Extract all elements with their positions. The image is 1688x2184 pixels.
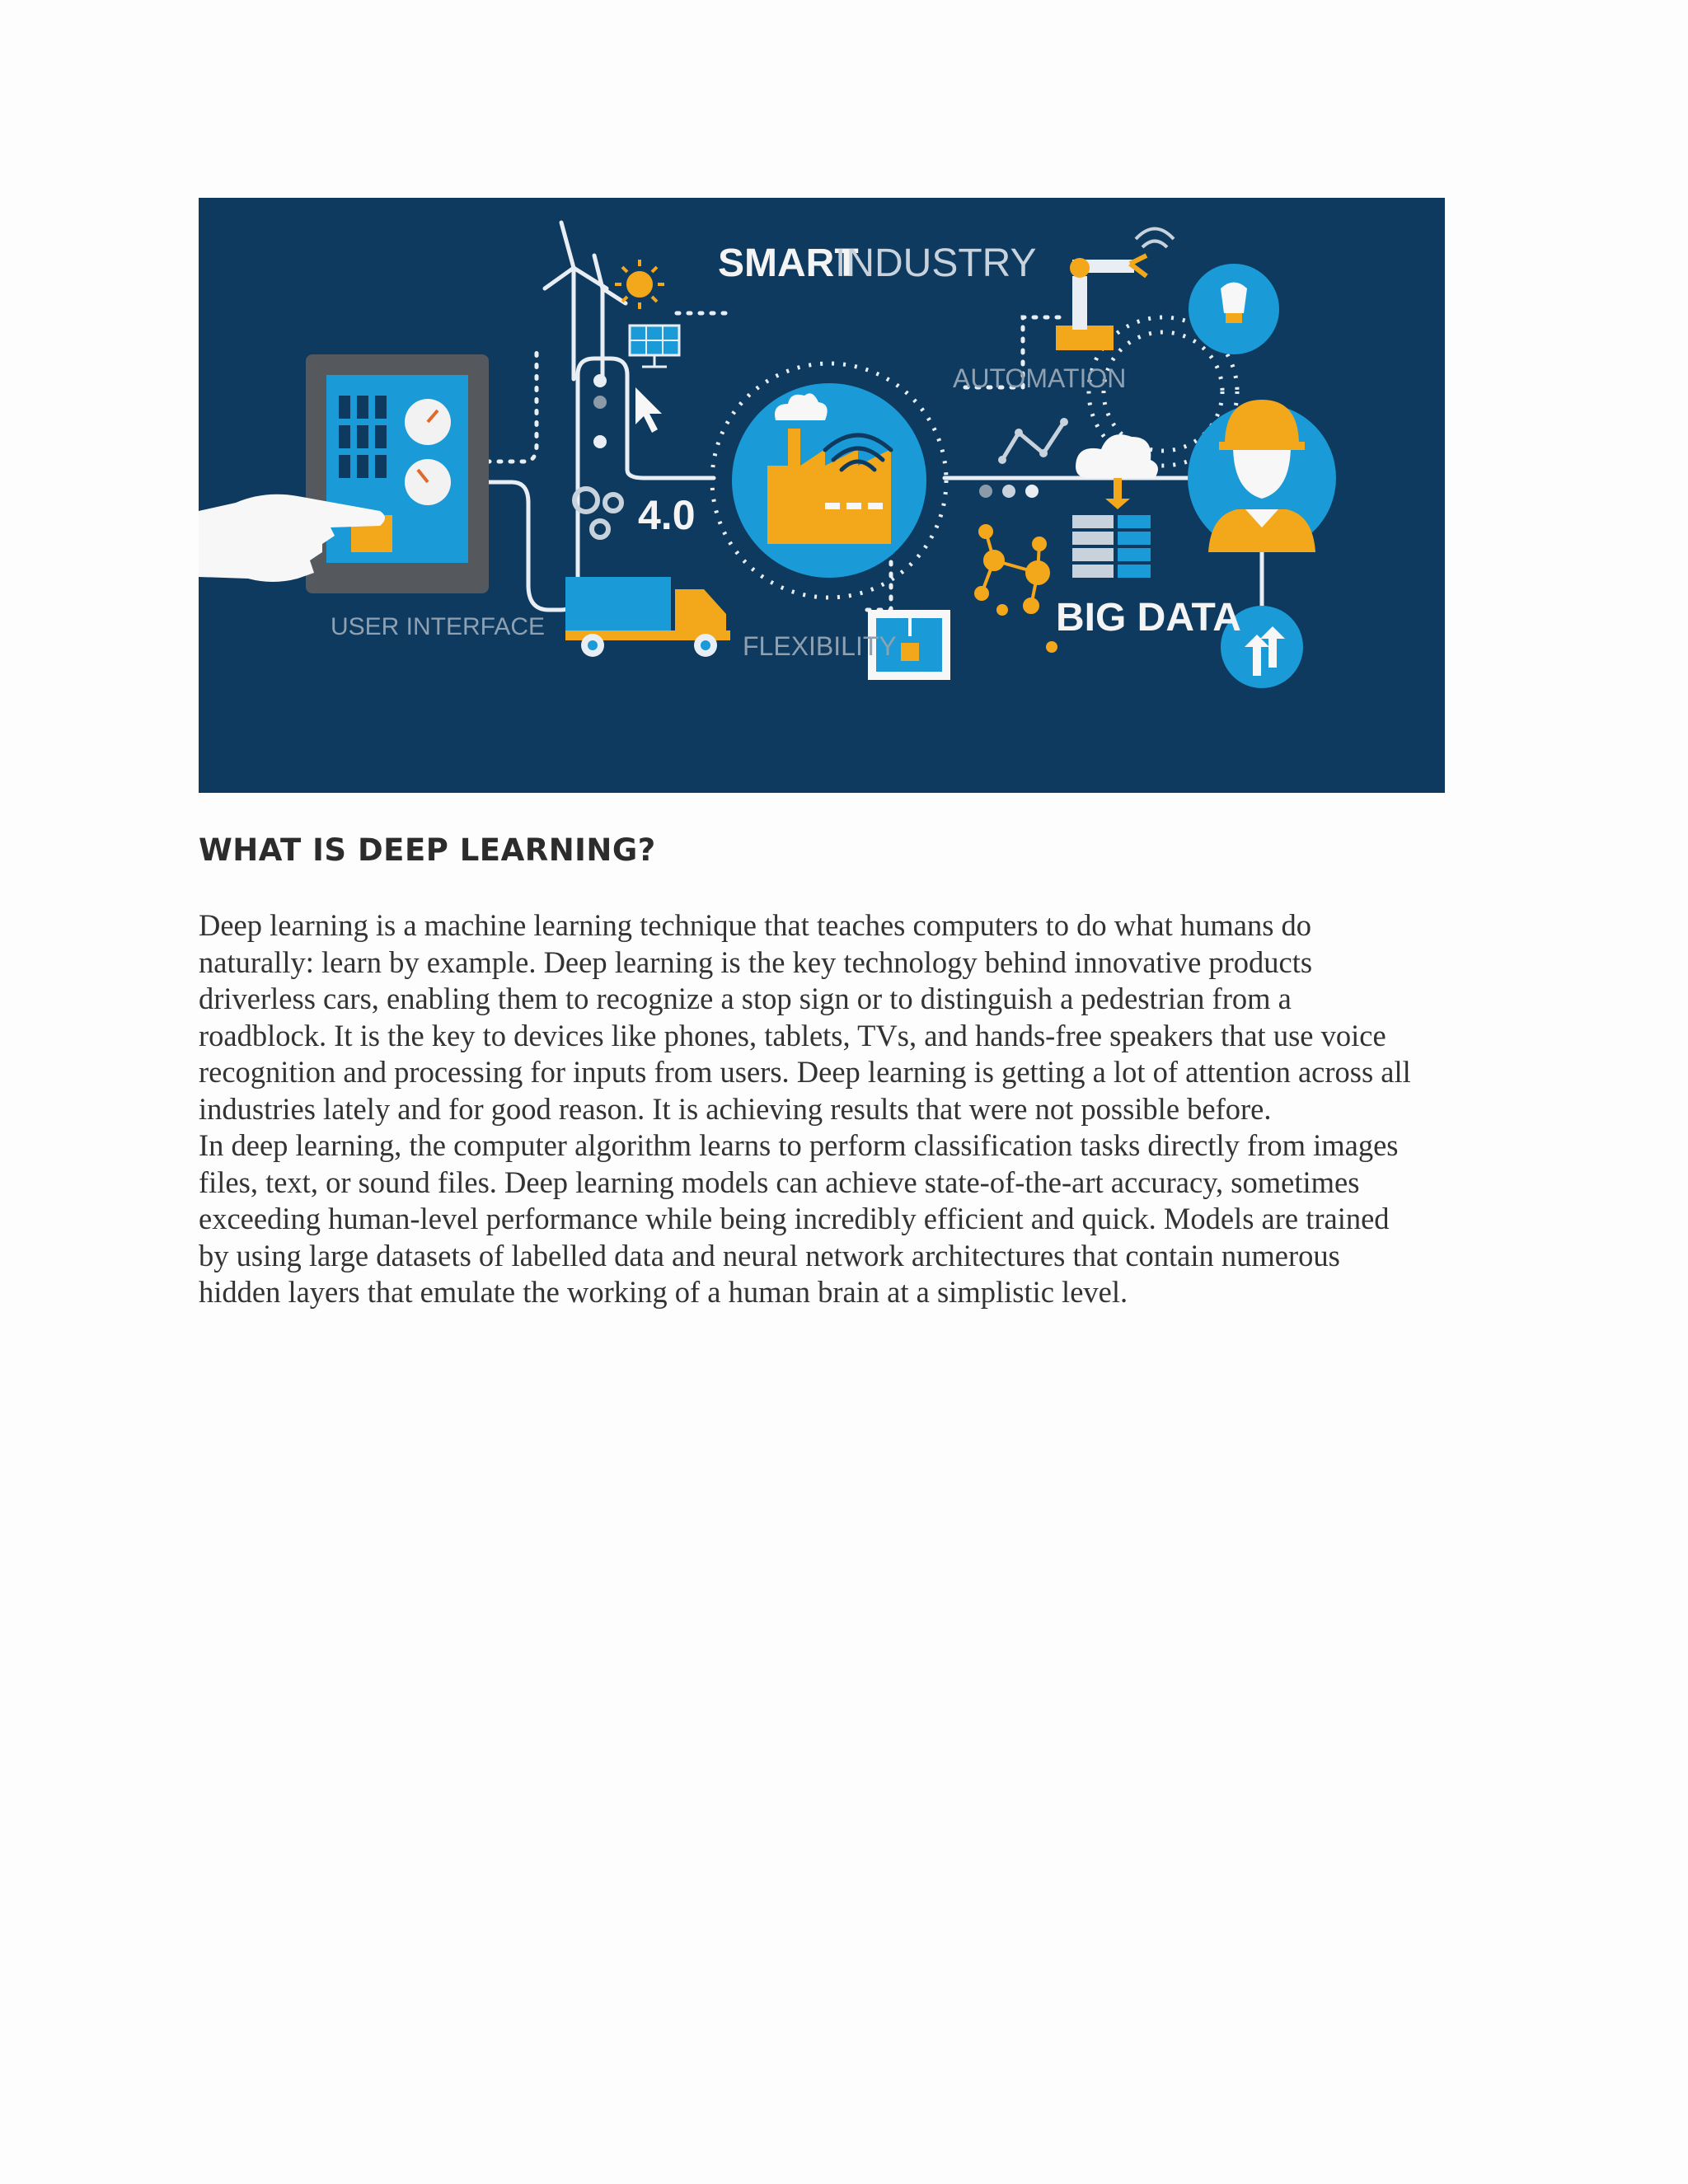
flexibility-label: FLEXIBILITY	[743, 631, 897, 661]
paragraph-line: by using large datasets of labelled data and neural network architectures that contain numerous	[199, 1238, 1340, 1272]
paragraph-line: industries lately and for good reason. It is achieving results that were not possible before.	[199, 1091, 1272, 1126]
paragraph-line: recognition and processing for inputs from users. Deep learning is getting a lot of attention across all	[199, 1055, 1411, 1089]
version-label: 4.0	[638, 492, 696, 538]
industry-label: INDUSTRY	[835, 241, 1037, 285]
paragraph-line: naturally: learn by example. Deep learning is the key technology behind innovative products	[199, 944, 1313, 979]
paragraph-line: driverless cars, enabling them to recognize a stop sign or to distinguish a pedestrian from a	[199, 982, 1292, 1015]
body-text	[199, 907, 1534, 1311]
user-interface-label: USER INTERFACE	[331, 613, 546, 640]
paragraph-line: exceeding human-level performance while being incredibly efficient and quick. Models are trained	[199, 1202, 1390, 1235]
smart-label: SMART	[718, 241, 859, 285]
paragraph-line: roadblock. It is the key to devices like phones, tablets, TVs, and hands-free speakers that use voice	[199, 1018, 1386, 1052]
section-heading: WHAT IS DEEP LEARNING?	[199, 832, 656, 868]
automation-label: AUTOMATION	[953, 363, 1127, 393]
paragraph-line: In deep learning, the computer algorithm learns to perform classification tasks directly from images	[199, 1128, 1399, 1162]
paragraph-line: hidden layers that emulate the working of a human brain at a simplistic level.	[199, 1275, 1128, 1309]
smart-industry-banner	[199, 198, 1445, 793]
big-data-label: BIG DATA	[1056, 596, 1241, 640]
paragraph-line: files, text, or sound files. Deep learning models can achieve state-of-the-art accuracy, sometimes	[199, 1165, 1360, 1199]
tablet-icon	[306, 354, 489, 593]
paragraph-line: Deep learning is a machine learning technique that teaches computers to do what humans do	[199, 908, 1312, 942]
